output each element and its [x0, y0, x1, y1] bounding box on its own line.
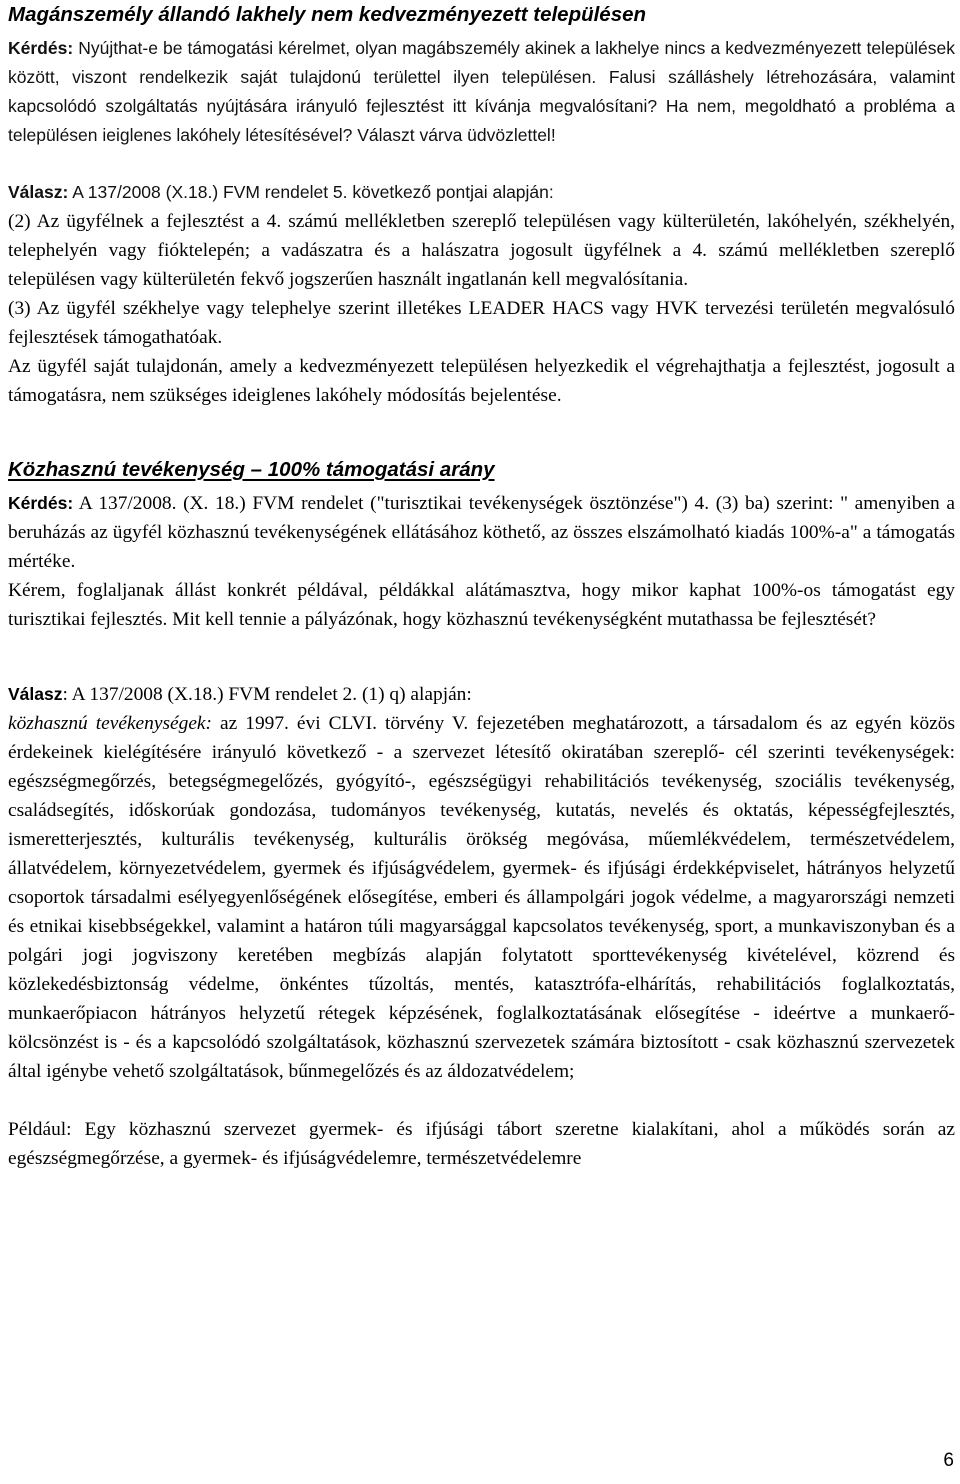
question-paragraph-2b: Kérem, foglaljanak állást konkrét példával, példákkal alátámasztva, hogy mikor kaphat 100%-os támogatást egy turisztikai fejlesztés. Mit kell tennie a pályázónak, hogy közhasznú tevékenységként mutathassa be fejlesztését? [8, 580, 955, 630]
definition-paragraph [8, 709, 955, 1086]
question-text-2: A 137/2008. (X. 18.) FVM rendelet ("turisztikai tevékenységek ösztönzése") 4. (3) ba) szerint: " amenyiben a beruházás az ügyfél közhasznú tevékenységének ellátásához köthető, az összes elszámolható kiadás 100%-a" a támogatás mértéke. [8, 493, 955, 572]
page-number: 6 [943, 1450, 954, 1471]
document-page [8, 0, 955, 1173]
question-paragraph-1 [8, 34, 955, 150]
answer-label: Válasz: [8, 182, 69, 202]
answer-label-2: Válasz [8, 684, 63, 704]
question-label: Kérdés: [8, 38, 74, 58]
section-heading-2 [8, 456, 955, 484]
question-label-2: Kérdés: [8, 493, 74, 513]
answer-reference: A 137/2008 (X.18.) FVM rendelet 5. következő pontjai alapján: [68, 182, 554, 202]
answer-paragraph-2: (2) Az ügyfélnek a fejlesztést a 4. számú mellékletben szereplő településen vagy külterületén, lakóhelyén, székhelyén, telephelyén vagy fióktelepén; a vadászatra és a halászatra jogosult ügyfélnek a 4. számú mellékletben szereplő településen vagy külterületén fekvő jogszerűen használt ingatlanán kell megvalósítania. [8, 211, 955, 290]
answer-paragraph-4: Az ügyfél saját tulajdonán, amely a kedvezményezett településen helyezkedik el végrehajthatja a fejlesztést, jogosult a támogatásra, nem szükséges ideiglenes lakóhely módosítás bejelentése. [8, 356, 955, 406]
example-paragraph: Például: Egy közhasznú szervezet gyermek- és ifjúsági tábort szeretne kialakítani, ahol a működés során az egészségmegőrzése, a gyermek- és ifjúságvédelemre, természetvédelemre [8, 1119, 955, 1169]
answer-ref-paragraph-1 [8, 178, 955, 207]
answer-paragraph-3: (3) Az ügyfél székhelye vagy telephelye szerint illetékes LEADER HACS vagy HVK tervezési területén megvalósuló fejlesztések támogathatóak. [8, 298, 955, 348]
definition-text: az 1997. évi CLVI. törvény V. fejezetében meghatározott, a társadalom és az egyén közös érdekeinek kielégítésére irányuló következő - a szervezet létesítő okiratában szereplő- cél szerinti tevékenységek: egészségmegőrzés, betegségmegelőzés, gyógyító-, egészségügyi rehabilitációs tevékenység, szociális tevékenység, családsegítés, időskorúak gondozása, tudományos tevékenység, kutatás, nevelés és oktatás, képességfejlesztés, ismeretterjesztés, kulturális tevékenység, kulturális örökség megóvása, műemlékvédelem, természetvédelem, állatvédelem, környezetvédelem, gyermek és ifjúságvédelem, gyermek- és ifjúsági érdekképviselet, hátrányos helyzetű csoportok társadalmi esélyegyenlőségének elősegítése, emberi és állampolgári jogok védelme, a magyarországi nemzeti és etnikai kisebbségekkel, valamint a határon túli magyarsággal kapcsolatos tevékenység, sport, a munkaviszonyban és a polgári jogi jogviszony keretében megbízás alapján folytatott sporttevékenység kivételével, közrend és közlekedésbiztonság védelme, önkéntes tűzoltás, mentés, katasztrófa-elhárítás, rehabilitációs foglalkoztatás, munkaerőpiacon hátrányos helyzetű rétegek képzésének, foglalkoztatásának elősegítése - ideértve a munkaerő-kölcsönzést is - és a kapcsolódó szolgáltatások, közhasznú szervezetek számára biztosított - csak közhasznú szervezetek által igénybe vehető szolgáltatások, bűnmegelőzés és az áldozatvédelem; [8, 713, 955, 1082]
definition-term: közhasznú tevékenységek: [8, 713, 212, 734]
section-heading-1: Magánszemély állandó lakhely nem kedvezményezett településen [8, 3, 647, 26]
question-text: Nyújthat-e be támogatási kérelmet, olyan magábszemély akinek a lakhelye nincs a kedvezményezett települések között, viszont rendelkezik saját tulajdonú területtel ilyen településen. Falusi szálláshely létrehozására, valamint kapcsolódó szolgáltatás nyújtására irányuló fejlesztést itt kívánja megvalósítani? Ha nem, megoldható a probléma a településen ieiglenes lakóhely létesítésével? Választ várva üdvözlettel! [8, 38, 955, 145]
answer-ref-paragraph-2 [8, 680, 955, 709]
answer-reference-2: : A 137/2008 (X.18.) FVM rendelet 2. (1) q) alapján: [62, 684, 472, 705]
question-paragraph-2 [8, 489, 955, 576]
section-heading-2-text: Közhasznú tevékenység – 100% támogatási arány [8, 458, 495, 481]
